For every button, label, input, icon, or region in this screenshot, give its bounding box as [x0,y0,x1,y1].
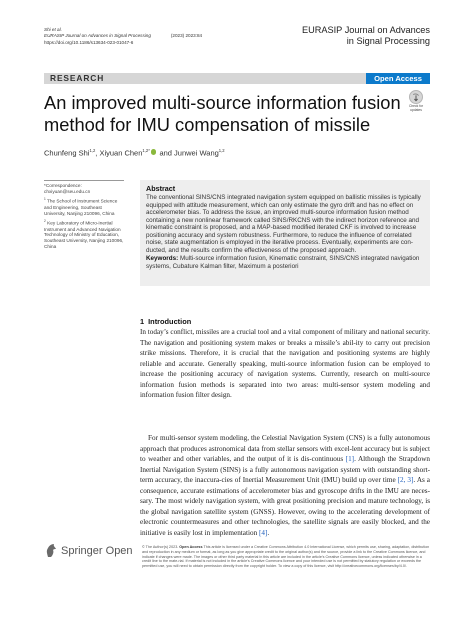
section-heading [140,317,191,326]
section-title: Introduction [148,317,192,326]
open-access-label: Open Access [179,545,203,549]
affiliation-1-sup: 1 [44,197,46,202]
author-name: Xiyuan Chen [99,148,143,158]
publisher-logo-text: Springer Open [61,544,133,557]
check-updates-line1: Check for [408,104,424,108]
paragraph-text [140,433,430,538]
keywords [146,255,424,270]
article-type-label: RESEARCH [50,73,105,83]
abstract-box [140,180,430,286]
affiliation-1-text: The School of Instrument Science and Engineering, Southeast University, Nanjing 210096, China [44,198,118,216]
header-journal: EURASIP Journal on Advances in Signal Processing [44,33,151,39]
header-author: Shi et al. [44,27,62,32]
header-citation [44,33,202,39]
paragraph-segment: For multi-sensor system modeling, the Celestial Navigation System (CNS) is a fully autonomous approach that produces astronomical data from stellar sensors with excel-lent accuracy but is subject to weather and other variables, and the output of it is dis-continuous [140,434,430,464]
header-doi-link[interactable]: https://doi.org/10.1186/s13634-023-01047-6 [44,39,134,45]
check-for-updates-badge[interactable] [405,90,427,113]
correspondence-email[interactable]: chxiyuan@seu.edu.cn [44,188,91,194]
affiliation-1 [44,197,124,216]
affiliation-2-text: Key Laboratory of Micro-Inertial Instrument and Advanced Navigation Technology of Ministry of Education, Southeast University, Nanjing 210096, China [44,220,124,250]
publisher-logo [44,543,133,558]
springer-horse-icon [44,543,58,558]
body-paragraph-2 [140,433,430,538]
keywords-label: Keywords: [146,255,179,262]
article-title: An improved multi-source information fusion method for IMU compensation of missile [44,92,401,135]
affiliations-column [44,180,124,253]
correspondence-label: *Correspondence: [44,183,82,188]
citation-link[interactable]: [1] [345,455,355,464]
author-joiner: and [157,148,175,158]
paragraph-segment: . Although the Strapdown Inertial Navigation System (SINS) is a fully autonomous navigation system with outstanding short-term accuracy, the inaccura-cies of Inertial Measurement Unit (IMU) build up over time [140,455,430,485]
running-header [44,27,202,46]
article-type-bar [44,73,430,84]
copyright-text: © The Author(s) 2023. [142,545,179,549]
journal-title-line1: EURASIP Journal on Advances [301,25,430,35]
journal-title-line2: in Signal Processing [346,36,430,46]
keywords-text: Multi-source information fusion, Kinematic constraint, SINS/CNS integrated navigation systems, Cubature Kalman filter, Maximum a posteriori [146,255,420,270]
paragraph-text: In today’s conflict, missiles are a crucial tool and a vital component of military and national security. The navigation and positioning system makes or breaks a missile’s abil-ity to carry out precision strike missions. Therefore, it is crucial that the navigation and positioning systems are highly reliable and accurate. Generally speaking, multi-source information fusion can be employed to increase the positioning accuracy of navigation systems. Currently, research on multi-source information fusion methods is separated into two areas: multi-sensor system modeling and information fusion filter design. [140,328,430,400]
license-text: This article is licensed under a Creative Commons Attribution 4.0 International License, which permits use, sharing, adaptation, distribution and reproduction in any medium or format, as long as you give appropriate credit to the original author(s) and the source, provide a link to the Creative Commons licence, and indicate if changes were made. The images or other third party material in this article are included in the article’s Creative Commons licence, unless indicated otherwise in a credit line to the mate-rial. If material is not included in the article’s Creative Commons licence and your intended use is not permitted by statutory regulation or exceeds the permitted use, you will need to obtain permission directly from the copyright holder. To view a copy of this licence, visit http://creativecommons.org/licenses/by/4.0/. [142,545,430,568]
paragraph-segment: . As a consequence, accurate estimations of accelerometer bias and gyroscope drifts in the IMU are neces-sary. The most widely navigation system, with great positioning precision and mature technology, is the global navigation satellite system (GNSS). However, owing to the accelerating development of electronic countermeasures and other technologies, the satellite signals are easily blocked, and the initiative is easily lost in implementation [140,476,431,537]
abstract-heading: Abstract [146,184,176,193]
check-updates-icon [409,90,423,104]
citation-link[interactable]: [2, 3] [397,476,414,485]
author-separator: , [95,148,100,158]
header-year-volume: (2023) 2023:84 [170,33,203,39]
author-affiliation-sup: 1,2 [89,148,96,153]
paragraph-segment: . [267,528,270,537]
check-updates-line2: updates [410,107,422,112]
abstract-text: The conventional SINS/CNS integrated navigation system equipped on ballistic missiles is typically equipped with attitude measurement, which can only estimate the gyro drift and has no effect on accelerometer bias. To address the issue, an improved multi-source information fusion method containing a new nonlinear framework called SINS/RKCNS with the indirect horizon reference and kinematic constraint is proposed, and a MAP-based modified iterated CKF is involved to increase positioning accuracy and system robustness. Furthermore, to reduce the influence of correlated noise, state augmentation is employed in the iterative process. Eventually, experiments are con-ducted, and the results confirm the effectiveness of the proposed approach. [146,194,421,254]
affiliation-2-sup: 2 [44,219,46,224]
body-paragraph-1 [140,327,430,401]
author-name: Chunfeng Shi [44,148,90,158]
open-access-badge: Open Access [366,73,430,84]
side-divider [44,180,124,181]
orcid-icon[interactable] [151,149,157,155]
citation-link[interactable]: [4] [258,528,268,537]
affiliation-2 [44,219,124,250]
section-number: 1 [140,317,145,326]
author-affiliation-sup: 1,2* [142,148,150,153]
journal-title [302,25,430,47]
author-affiliation-sup: 1,2 [218,148,225,153]
author-list [44,146,225,159]
author-name: Junwei Wang [174,148,219,158]
license-footnote [142,545,430,569]
